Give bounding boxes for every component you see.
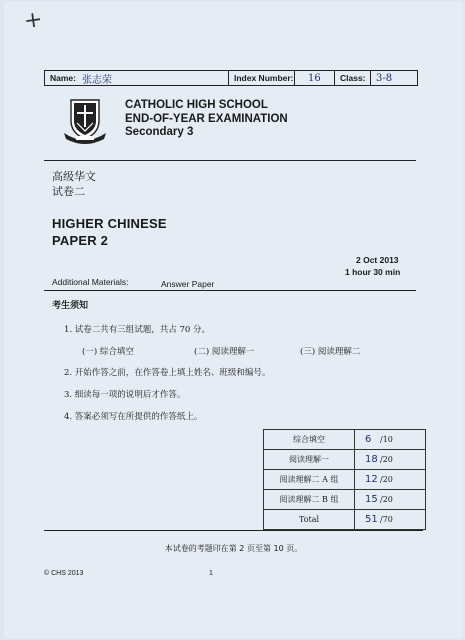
instructions-heading: 考生须知 <box>52 301 89 311</box>
instruction-item: 3. 细读每一项的说明后才作答。 <box>64 390 186 400</box>
marks-table <box>263 429 426 530</box>
class-value: 3-8 <box>376 72 393 84</box>
en-paper: PAPER 2 <box>52 233 109 248</box>
page-number: 1 <box>209 570 213 577</box>
materials-label: Additional Materials: <box>52 277 129 287</box>
table-row <box>264 470 426 490</box>
index-label-cell <box>229 71 295 85</box>
section-label: 综合填空 <box>264 430 355 450</box>
index-value-cell <box>295 71 335 85</box>
instruction-item: 4. 答案必须写在所提供的作答纸上。 <box>64 412 203 422</box>
english-title <box>52 215 167 249</box>
name-label: Name: <box>50 73 76 83</box>
school-name: CATHOLIC HIGH SCHOOL <box>125 99 268 111</box>
score-value: 6 <box>365 434 372 445</box>
score-value: 51 <box>365 514 378 525</box>
score-value: 15 <box>365 494 378 505</box>
score-total: /20 <box>380 455 393 464</box>
score-total: /20 <box>380 495 393 504</box>
part-two: (二) 阅读理解一 <box>194 347 255 357</box>
table-row <box>264 510 426 530</box>
table-row <box>264 490 426 510</box>
section-label: 阅读理解一 <box>264 450 355 470</box>
section-label: Total <box>264 510 355 530</box>
class-label-cell <box>335 71 371 85</box>
exam-name: END-OF-YEAR EXAMINATION <box>125 112 288 125</box>
exam-cover-page <box>4 2 463 638</box>
section-label: 阅读理解二 A 组 <box>264 470 355 490</box>
school-heading <box>125 99 288 140</box>
name-cell <box>45 71 229 85</box>
score-total: /70 <box>380 515 393 524</box>
class-label: Class: <box>340 73 366 83</box>
cn-subject: 高级华文 <box>52 170 96 183</box>
score-cell <box>355 430 426 450</box>
name-value: 张志荣 <box>81 74 112 86</box>
section-label: 阅读理解二 B 组 <box>264 490 355 510</box>
index-value: 16 <box>308 72 321 84</box>
divider <box>44 530 423 531</box>
table-row <box>264 430 426 450</box>
class-value-cell <box>371 71 417 85</box>
score-cell <box>355 450 426 470</box>
divider <box>44 160 416 161</box>
divider <box>44 290 416 291</box>
part-one: (一) 综合填空 <box>82 347 134 357</box>
score-cell <box>355 510 426 530</box>
cn-paper: 试卷二 <box>52 185 85 198</box>
school-crest-icon <box>62 97 108 145</box>
materials-value: Answer Paper <box>161 279 215 289</box>
score-total: /20 <box>380 475 393 484</box>
part-three: (三) 阅读理解二 <box>300 347 361 357</box>
score-total: /10 <box>380 435 393 444</box>
score-value: 18 <box>365 454 378 465</box>
chinese-title <box>52 169 96 199</box>
instruction-item: 2. 开始作答之前，在作答卷上填上姓名、班级和编号。 <box>64 368 271 378</box>
score-cell <box>355 490 426 510</box>
pen-tick-mark: + <box>22 6 45 35</box>
score-value: 12 <box>365 474 378 485</box>
instruction-item: 1. 试卷二共有三组试题，共占 70 分。 <box>64 325 211 335</box>
index-label: Index Number: <box>234 73 294 83</box>
score-cell <box>355 470 426 490</box>
candidate-info-bar <box>44 70 418 86</box>
exam-level: Secondary 3 <box>125 126 194 138</box>
copyright: © CHS 2013 <box>44 570 84 577</box>
table-row <box>264 450 426 470</box>
page-range-note: 本试卷的考题印在第 2 页至第 10 页。 <box>164 544 303 553</box>
exam-duration: 1 hour 30 min <box>345 267 401 277</box>
exam-date: 2 Oct 2013 <box>356 255 399 265</box>
en-subject: HIGHER CHINESE <box>52 216 167 231</box>
